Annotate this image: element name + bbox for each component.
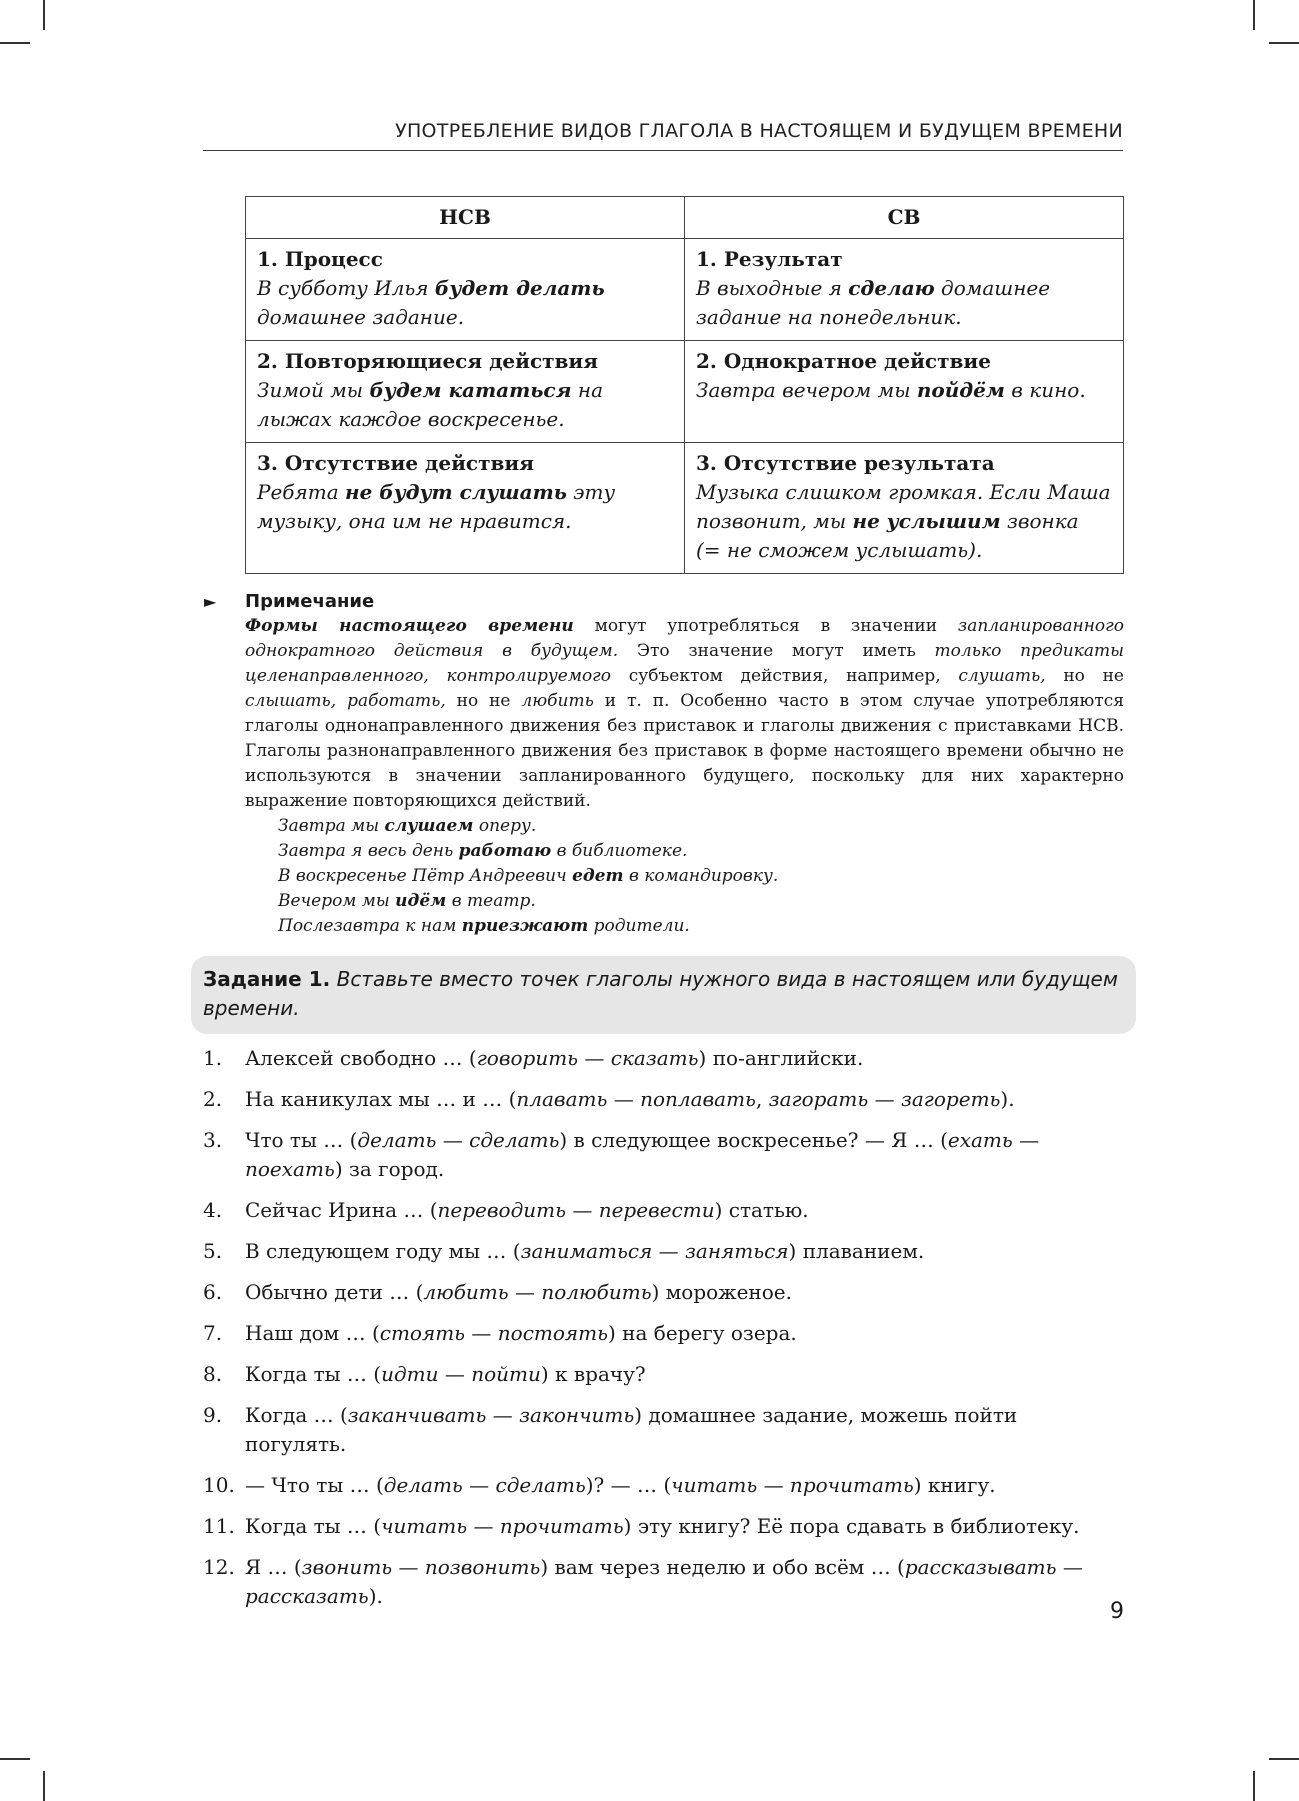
table-cell bbox=[685, 341, 1124, 443]
exercise-item bbox=[203, 1553, 1124, 1611]
running-header: УПОТРЕБЛЕНИЕ ВИДОВ ГЛАГОЛА В НАСТОЯЩЕМ И БУДУЩЕМ ВРЕМЕНИ bbox=[203, 120, 1123, 151]
exercise-text: В следующем году мы … (заниматься — заняться) плаванием. bbox=[245, 1239, 925, 1263]
task-label: Задание 1. bbox=[203, 967, 331, 991]
exercise-item bbox=[203, 1471, 1124, 1500]
exercise-text: Я … (звонить — позвонить) вам через неделю и обо всём … (рассказывать — рассказать). bbox=[245, 1555, 1083, 1608]
exercise-text: Когда … (заканчивать — закончить) домашнее задание, можешь пойти погулять. bbox=[245, 1403, 1018, 1456]
exercise-number: 7. bbox=[203, 1321, 223, 1345]
exercise-number: 9. bbox=[203, 1403, 223, 1427]
cell-example: Ребята не будут слушать эту музыку, она им не нравится. bbox=[257, 480, 616, 533]
note-text: Формы настоящего времени могут употребляться в значении запланированного однократного действия в будущем. Это значение могут иметь только предикаты целенаправленного, контролируемого субъектом действия, например, слушать, но не слышать, работать, но не любить и т. п. Особенно часто в этом случае употребляются глаголы однонаправленного движения без приставок и глаголы движения с приставками НСВ. Глаголы разнонаправленного движения без приставок в форме настоящего времени обычно не используются в значении запланированного будущего, поскольку для них характерно выражение повторяющихся действий. bbox=[245, 616, 1125, 811]
exercise-text: — Что ты … (делать — сделать)? — … (читать — прочитать) книгу. bbox=[245, 1473, 996, 1497]
note-example: Завтра мы слушаем оперу. bbox=[278, 816, 537, 836]
exercise-list bbox=[203, 1044, 1124, 1623]
cell-title: 1. Процесс bbox=[257, 247, 383, 271]
cell-title: 1. Результат bbox=[696, 247, 843, 271]
table-cell bbox=[246, 239, 685, 341]
cell-title: 2. Повторяющиеся действия bbox=[257, 349, 599, 373]
crop-mark bbox=[43, 0, 45, 30]
cell-example: В субботу Илья будет делать домашнее задание. bbox=[257, 276, 605, 329]
crop-mark bbox=[1269, 1758, 1299, 1760]
triangle-marker-icon: ► bbox=[204, 592, 217, 611]
exercise-item bbox=[203, 1360, 1124, 1389]
note-example: Вечером мы идём в театр. bbox=[278, 891, 536, 911]
exercise-text: Алексей свободно … (говорить — сказать) по-английски. bbox=[245, 1046, 864, 1070]
crop-mark bbox=[43, 1771, 45, 1801]
cell-example: В выходные я сделаю домашнее задание на понедельник. bbox=[696, 276, 1051, 329]
task-box bbox=[191, 956, 1136, 1034]
note-block bbox=[204, 589, 1125, 939]
exercise-number: 8. bbox=[203, 1362, 223, 1386]
table-row bbox=[246, 443, 1124, 574]
exercise-text: Обычно дети … (любить — полюбить) мороженое. bbox=[245, 1280, 792, 1304]
note-example: Завтра я весь день работаю в библиотеке. bbox=[278, 841, 688, 861]
note-example: В воскресенье Пётр Андреевич едет в командировку. bbox=[278, 866, 779, 886]
table-row bbox=[246, 341, 1124, 443]
exercise-item bbox=[203, 1278, 1124, 1307]
cell-title: 2. Однократное действие bbox=[696, 349, 991, 373]
exercise-number: 3. bbox=[203, 1128, 223, 1152]
exercise-item bbox=[203, 1044, 1124, 1073]
cell-title: 3. Отсутствие результата bbox=[696, 451, 995, 475]
aspect-comparison-table bbox=[245, 196, 1124, 574]
table-header-sv: СВ bbox=[685, 197, 1124, 239]
exercise-number: 11. bbox=[203, 1514, 235, 1538]
note-title: Примечание bbox=[245, 591, 375, 612]
exercise-number: 10. bbox=[203, 1473, 235, 1497]
exercise-item bbox=[203, 1319, 1124, 1348]
exercise-item bbox=[203, 1512, 1124, 1541]
table-cell bbox=[246, 341, 685, 443]
exercise-number: 12. bbox=[203, 1555, 235, 1579]
table-cell bbox=[246, 443, 685, 574]
exercise-item bbox=[203, 1126, 1124, 1184]
cell-example: Завтра вечером мы пойдём в кино. bbox=[696, 378, 1086, 402]
table-cell bbox=[685, 239, 1124, 341]
exercise-text: Когда ты … (читать — прочитать) эту книгу? Её пора сдавать в библиотеку. bbox=[245, 1514, 1080, 1538]
cell-example: Музыка слишком громкая. Если Маша позвонит, мы не услышим звонка (= не сможем услышать). bbox=[696, 480, 1111, 562]
table-cell bbox=[685, 443, 1124, 574]
exercise-number: 1. bbox=[203, 1046, 223, 1070]
page-number: 9 bbox=[1110, 1599, 1124, 1624]
exercise-text: На каникулах мы … и … (плавать — поплавать, загорать — загореть). bbox=[245, 1087, 1015, 1111]
exercise-number: 4. bbox=[203, 1198, 223, 1222]
exercise-number: 6. bbox=[203, 1280, 223, 1304]
exercise-item bbox=[203, 1401, 1124, 1459]
task-instructions: Вставьте вместо точек глаголы нужного вида в настоящем или будущем времени. bbox=[203, 967, 1118, 1020]
crop-mark bbox=[0, 1758, 30, 1760]
exercise-item bbox=[203, 1196, 1124, 1225]
exercise-item bbox=[203, 1237, 1124, 1266]
table-header-nsv: НСВ bbox=[246, 197, 685, 239]
exercise-text: Когда ты … (идти — пойти) к врачу? bbox=[245, 1362, 646, 1386]
table-row bbox=[246, 239, 1124, 341]
crop-mark bbox=[1253, 1771, 1255, 1801]
exercise-number: 2. bbox=[203, 1087, 223, 1111]
crop-mark bbox=[0, 42, 30, 44]
exercise-text: Наш дом … (стоять — постоять) на берегу озера. bbox=[245, 1321, 797, 1345]
exercise-number: 5. bbox=[203, 1239, 223, 1263]
exercise-item bbox=[203, 1085, 1124, 1114]
note-example: Послезавтра к нам приезжают родители. bbox=[278, 916, 690, 936]
cell-title: 3. Отсутствие действия bbox=[257, 451, 534, 475]
exercise-text: Что ты … (делать — сделать) в следующее воскресенье? — Я … (ехать — поехать) за город. bbox=[245, 1128, 1040, 1181]
exercise-text: Сейчас Ирина … (переводить — перевести) статью. bbox=[245, 1198, 809, 1222]
crop-mark bbox=[1269, 42, 1299, 44]
crop-mark bbox=[1253, 0, 1255, 30]
cell-example: Зимой мы будем кататься на лыжах каждое воскресенье. bbox=[257, 378, 603, 431]
